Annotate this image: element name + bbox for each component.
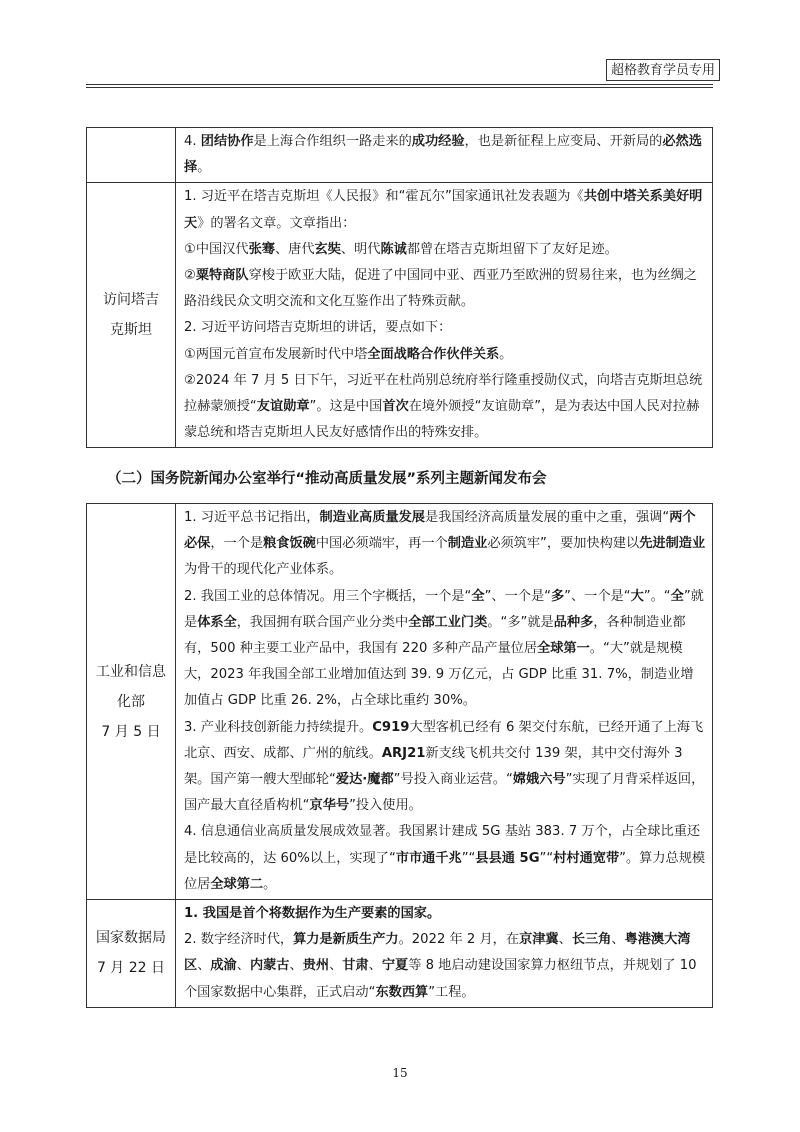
row-label xyxy=(87,183,176,448)
emphasis-text: 共创中塔关系美好明天 xyxy=(184,189,703,231)
body-text: ”工程。 xyxy=(428,984,475,1000)
emphasis-text: 贵州 xyxy=(302,958,330,974)
content-paragraph xyxy=(184,505,706,584)
emphasis-text: 张骞 xyxy=(248,241,275,257)
body-text: 1. 习近平总书记指出， xyxy=(184,510,320,525)
body-text: 在境外颁授“友谊勋章”，是为表达中国人民对拉赫蒙总统和塔吉克斯坦人民友好感情作出的特殊安排。 xyxy=(184,399,700,441)
row-content xyxy=(176,900,713,1008)
body-text: ②2024 年 7 月 5 日下午，习近平在杜尚别总统府举行隆重授勋仪式，向塔吉克斯坦总统拉赫蒙颁授“ xyxy=(184,372,703,415)
row-content xyxy=(176,128,713,183)
emphasis-text: 品种多 xyxy=(553,614,594,630)
body-text: ，也是新征程上应变局、开新局的 xyxy=(464,134,663,149)
body-text: ①中国汉代 xyxy=(184,241,249,257)
body-text: ”“ xyxy=(461,850,476,866)
emphasis-text: 算力是新质生产力 xyxy=(293,932,399,948)
row-label-line: 国家数据局 xyxy=(96,930,166,947)
body-text: ② xyxy=(184,268,196,284)
emphasis-text: 制造业高质量发展 xyxy=(319,510,425,525)
body-text: ，我国拥有联合国产业分类中 xyxy=(236,614,409,630)
body-text: ”、一个是“ xyxy=(484,588,551,604)
body-text: ”。这是中国 xyxy=(309,399,383,415)
document-header-badge: 超格教育学员专用 xyxy=(606,59,720,81)
emphasis-text: 村村通宽带 xyxy=(553,850,620,866)
row-content xyxy=(176,504,713,900)
table-row xyxy=(87,504,713,900)
emphasis-text: 成渝 xyxy=(210,958,237,974)
emphasis-text: 全 xyxy=(471,588,485,604)
row-label xyxy=(87,900,176,1008)
emphasis-text: 粤港澳大湾区 xyxy=(184,932,691,974)
body-text: 4. 信息通信业高质量发展成效显著。我国累计建成 5G 基站 383. 7 万个，占全球比重还是比较高的，达 60%以上，实现了“ xyxy=(184,824,701,866)
content-paragraph xyxy=(184,342,706,368)
body-text: 。 xyxy=(499,346,513,362)
section-heading: （二）国务院新闻办公室举行“推动高质量发展”系列主题新闻发布会 xyxy=(107,471,547,487)
emphasis-text: 友谊勋章 xyxy=(256,399,310,415)
body-text: 等 8 地启动建设国家算力枢纽节点，并规划了 10 个国家数据中心集群，正式启动“ xyxy=(184,958,697,1000)
body-text: 2. 习近平访问塔吉克斯坦的讲话，要点如下： xyxy=(184,320,452,336)
emphasis-text: 东数西算 xyxy=(375,984,429,1000)
emphasis-text: 县县通 5G xyxy=(475,850,540,866)
emphasis-text: 必然选择 xyxy=(184,134,702,176)
body-text: ①两国元首宣布发展新时代中塔 xyxy=(184,346,368,362)
body-text: ，各种制造业都有，500 种主要工业产品中，我国有 220 多种产品产量位居 xyxy=(184,614,686,657)
row-label-text: 访问塔吉克斯坦 xyxy=(103,292,159,339)
content-paragraph xyxy=(184,368,706,447)
body-text: 、 xyxy=(611,932,625,948)
emphasis-text: 两个必保 xyxy=(184,510,696,552)
body-text: 。 xyxy=(263,876,277,892)
body-text: 4. xyxy=(184,134,201,149)
emphasis-text: 京津冀 xyxy=(519,932,559,948)
content-paragraph xyxy=(184,315,706,341)
emphasis-text: 长三角 xyxy=(571,932,612,948)
body-text: 3. 产业科技创新能力持续提升。 xyxy=(184,719,373,735)
emphasis-text: 全球第二 xyxy=(210,876,264,892)
body-text: 、 xyxy=(236,958,250,974)
body-text: 是我国经济高质量发展的重中之重，强调“ xyxy=(424,510,670,525)
body-text: 中国必须端牢，再一个 xyxy=(315,536,448,552)
body-text: 必须筑牢”，要加快构建以 xyxy=(487,536,640,552)
body-text: 新支线飞机共交付 139 架，其中交付海外 3 架。国产第一艘大型邮轮“ xyxy=(184,745,683,788)
emphasis-text: 大 xyxy=(630,588,644,604)
row-label xyxy=(87,504,176,900)
emphasis-text: 宁夏 xyxy=(381,958,409,974)
row-label-empty xyxy=(87,128,176,183)
table-row xyxy=(87,128,713,183)
emphasis-text: 京华号 xyxy=(309,798,350,814)
emphasis-text: 全球第一 xyxy=(537,641,590,657)
emphasis-text: 爱达·魔都 xyxy=(335,772,394,788)
emphasis-text: 市市通千兆 xyxy=(395,850,462,866)
body-text: ”号投入商业运营。“ xyxy=(393,772,513,788)
body-text: 都曾在塔吉克斯坦留下了友好足迹。 xyxy=(406,241,618,257)
content-paragraph xyxy=(184,901,706,927)
emphasis-text: ARJ21 xyxy=(381,745,426,761)
content-paragraph xyxy=(184,584,706,715)
row-label-date: 7 月 5 日 xyxy=(101,723,161,740)
content-paragraph xyxy=(184,184,706,236)
emphasis-text: 先进制造业 xyxy=(639,536,706,552)
row-label-date: 7 月 22 日 xyxy=(96,960,166,977)
row-label-line: 化部 xyxy=(117,693,145,710)
emphasis-text: 全 xyxy=(670,588,684,604)
body-text: 、 xyxy=(558,932,572,948)
emphasis-text: 甘肃 xyxy=(342,958,369,974)
body-text: 、唐代 xyxy=(274,241,315,257)
content-paragraph xyxy=(184,927,706,1006)
emphasis-text: 粟特商队 xyxy=(195,268,249,284)
body-text: 穿梭于欧亚大陆，促进了中国同中亚、西亚乃至欧洲的贸易往来，也为丝绸之路沿线民众文明交流和文化互鉴作出了特殊贡献。 xyxy=(184,268,697,310)
body-text: 2. 我国工业的总体情况。用三个字概括，一个是“ xyxy=(184,588,472,604)
table-diplomacy xyxy=(86,127,713,448)
body-text: ”。“ xyxy=(643,588,671,604)
body-text: 。“多”就是 xyxy=(487,614,554,630)
emphasis-text: 嫦娥六号 xyxy=(512,772,566,788)
body-text: 、 xyxy=(329,958,343,974)
body-text: ”。算力总规模位居 xyxy=(184,850,706,892)
content-paragraph xyxy=(184,715,706,820)
emphasis-text: 成功经验 xyxy=(411,134,465,149)
emphasis-text: 粮食饭碗 xyxy=(263,536,316,552)
table-row xyxy=(87,183,713,448)
body-text: 、 xyxy=(368,958,382,974)
content-paragraph xyxy=(184,263,706,315)
body-text: ”就是 xyxy=(184,588,704,630)
emphasis-text: 全部工业门类 xyxy=(408,614,488,630)
body-text: ，一个是 xyxy=(210,536,264,552)
row-content xyxy=(176,183,713,448)
emphasis-text: 首次 xyxy=(382,399,409,415)
table-row xyxy=(87,900,713,1008)
header-rule-secondary xyxy=(86,87,713,88)
body-text: 2. 数字经济时代， xyxy=(184,932,294,948)
body-text: 、 xyxy=(197,958,211,974)
page-number: 15 xyxy=(392,1066,408,1080)
table-press-conference xyxy=(86,503,713,1008)
body-text: 、 xyxy=(289,958,303,974)
content-paragraph xyxy=(184,819,706,898)
header-rule xyxy=(86,84,713,85)
emphasis-text: 全面战略合作伙伴关系 xyxy=(367,346,500,362)
body-text: 1. 习近平在塔吉克斯坦《人民报》和“霍瓦尔”国家通讯社发表题为《 xyxy=(184,189,584,205)
body-text: 是上海合作组织一路走来的 xyxy=(253,134,412,149)
body-text: 大型客机已经有 6 架交付东航，已经开通了上海飞北京、西安、成都、广州的航线。 xyxy=(184,719,704,761)
emphasis-text: 多 xyxy=(550,588,565,604)
body-text: 、明代 xyxy=(340,241,381,257)
body-text: ”投入使用。 xyxy=(349,798,422,814)
content-paragraph xyxy=(184,129,706,181)
emphasis-text: 体系全 xyxy=(197,614,237,630)
body-text: ”实现了月背采样返回，国产最大直径盾构机“ xyxy=(184,772,705,814)
emphasis-text: 陈诚 xyxy=(380,241,407,257)
body-text: 。 xyxy=(197,160,211,176)
body-text: ”“ xyxy=(539,850,554,866)
body-text: ”、一个是“ xyxy=(564,588,631,604)
body-text: 。“大”就是规模大，2023 年我国全部工业增加值达到 39. 9 万亿元，占 GDP 比重 31. 7%，制造业增加值占 GDP 比重 26. 2%，占全球比重约 30%。 xyxy=(184,641,694,709)
body-text: 为骨干的现代化产业体系。 xyxy=(184,562,343,578)
body-text: 》的署名文章。文章指出： xyxy=(197,215,356,231)
emphasis-text: 内蒙古 xyxy=(249,958,290,974)
content-paragraph xyxy=(184,237,706,263)
emphasis-text: C919 xyxy=(372,719,410,735)
emphasis-text: 1. 我国是首个将数据作为生产要素的国家。 xyxy=(184,906,441,922)
emphasis-text: 团结协作 xyxy=(200,134,254,149)
row-label-line: 工业和信息 xyxy=(96,663,166,680)
emphasis-text: 玄奘 xyxy=(314,241,341,257)
emphasis-text: 制造业 xyxy=(447,536,488,552)
body-text: 。2022 年 2 月，在 xyxy=(398,932,520,948)
